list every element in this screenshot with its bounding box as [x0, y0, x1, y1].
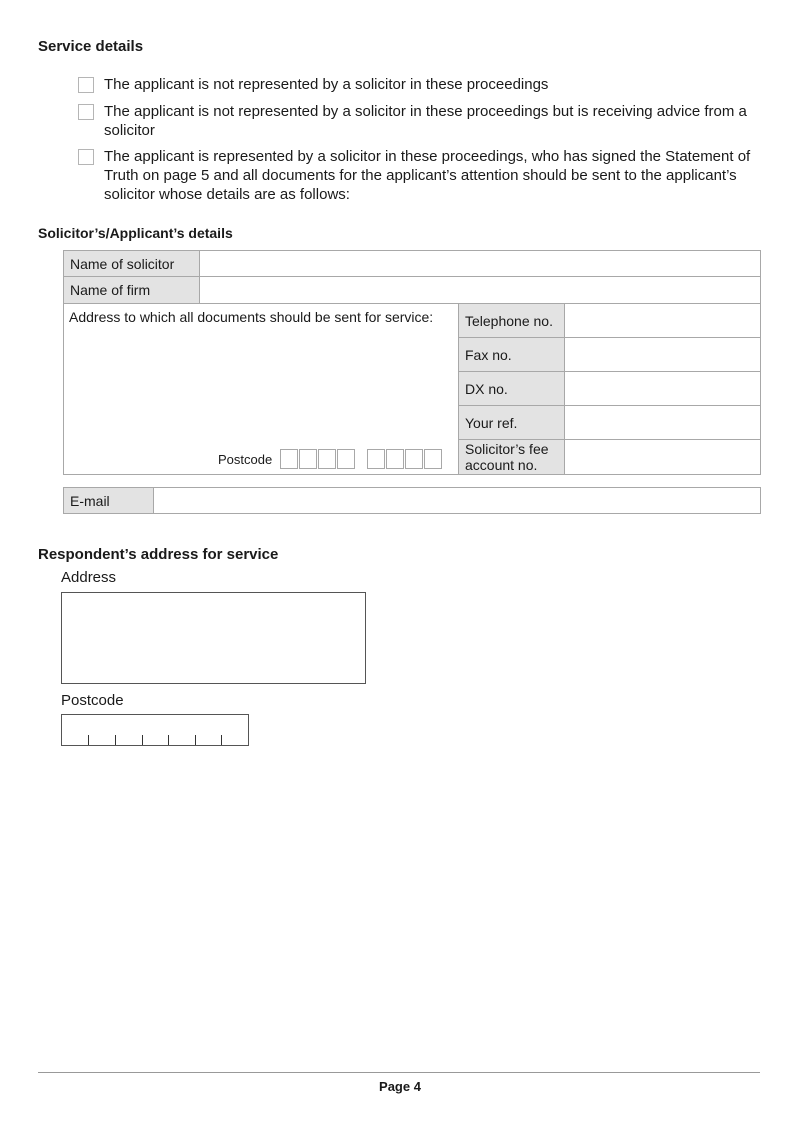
footer-divider [38, 1072, 760, 1073]
dx-label: DX no. [458, 371, 565, 406]
fax-label: Fax no. [458, 337, 565, 372]
respondent-heading: Respondent’s address for service [38, 546, 279, 563]
postcode-divider [142, 735, 143, 745]
page-number: Page 4 [379, 1079, 421, 1094]
respondent-address-input[interactable] [61, 592, 366, 684]
option-not-represented[interactable] [78, 75, 758, 94]
checkbox[interactable] [78, 104, 94, 120]
email-label: E-mail [63, 487, 154, 514]
respondent-address-label: Address [61, 569, 117, 586]
postcode-char-box[interactable] [299, 449, 317, 469]
name-of-solicitor-input[interactable] [199, 250, 761, 277]
your-ref-label: Your ref. [458, 405, 565, 440]
postcode-divider [168, 735, 169, 745]
option-label: The applicant is represented by a solicitor in these proceedings, who has signed the Statement of Truth on page 5 and all documents for the applicant’s attention should be sent to the applicant’s solicitor whose details are as follows: [104, 148, 751, 203]
name-of-firm-input[interactable] [199, 276, 761, 304]
postcode-char-box[interactable] [318, 449, 336, 469]
postcode-label: Postcode [218, 452, 273, 467]
name-of-solicitor-label: Name of solicitor [63, 250, 200, 277]
postcode-char-box[interactable] [337, 449, 355, 469]
telephone-label: Telephone no. [458, 303, 565, 338]
option-label: The applicant is not represented by a solicitor in these proceedings [104, 76, 549, 93]
postcode-divider [221, 735, 222, 745]
fax-input[interactable] [564, 337, 761, 372]
option-label: The applicant is not represented by a solicitor in these proceedings but is receiving advice from a solicitor [104, 103, 747, 139]
checkbox[interactable] [78, 77, 94, 93]
solicitor-details-heading: Solicitor’s/Applicant’s details [38, 225, 233, 241]
postcode-divider [88, 735, 89, 745]
telephone-input[interactable] [564, 303, 761, 338]
service-details-heading: Service details [38, 38, 144, 55]
dx-input[interactable] [564, 371, 761, 406]
option-represented[interactable] [78, 147, 758, 204]
email-input[interactable] [153, 487, 761, 514]
option-receiving-advice[interactable] [78, 102, 758, 140]
postcode-char-box[interactable] [280, 449, 298, 469]
fee-account-input[interactable] [564, 439, 761, 475]
fee-account-label [458, 439, 565, 475]
postcode-divider [115, 735, 116, 745]
fee-account-label-line: Solicitor’s fee [465, 441, 549, 457]
name-of-firm-label: Name of firm [63, 276, 200, 304]
postcode-char-box[interactable] [386, 449, 404, 469]
postcode-char-box[interactable] [405, 449, 423, 469]
fee-account-label-line: account no. [465, 457, 538, 473]
postcode-divider [195, 735, 196, 745]
checkbox[interactable] [78, 149, 94, 165]
respondent-postcode-label: Postcode [61, 692, 124, 709]
your-ref-input[interactable] [564, 405, 761, 440]
address-label: Address to which all documents should be sent for service: [69, 309, 434, 325]
postcode-char-box[interactable] [424, 449, 442, 469]
postcode-char-box[interactable] [367, 449, 385, 469]
